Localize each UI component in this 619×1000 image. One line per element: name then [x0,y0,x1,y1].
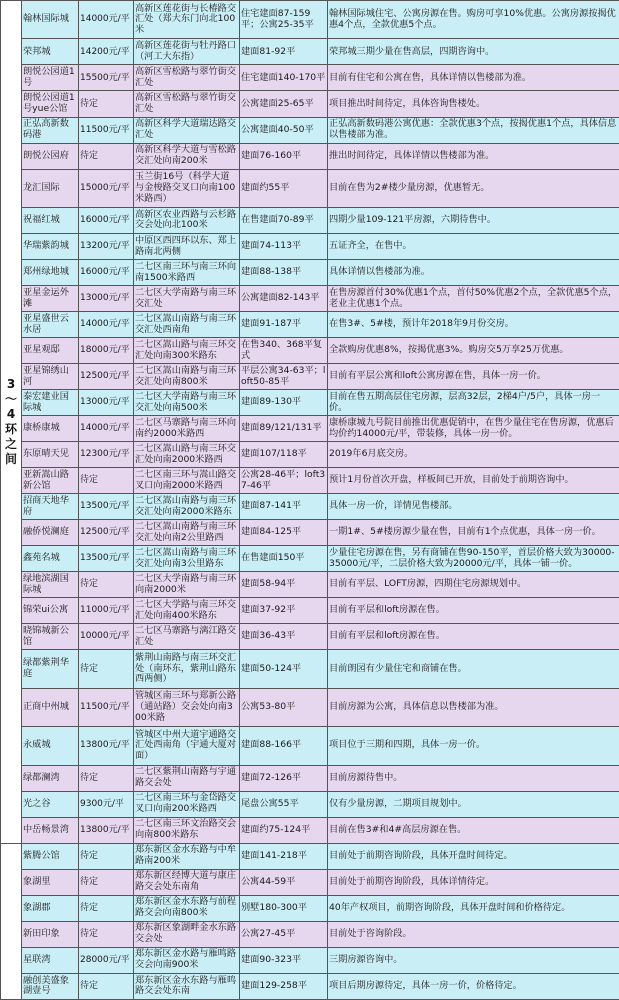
product-cell: 建面37-92平 [240,598,328,624]
project-name-cell: 星联湾 [22,947,79,973]
price-cell: 待定 [79,765,134,791]
project-name-cell: 锦荣ui公寓 [22,598,79,624]
price-cell: 待定 [79,143,134,169]
status-cell: 目前处于咨询阶段。 [328,921,619,947]
project-name-cell: 象湖郡 [22,895,79,921]
project-name-cell: 郑州绿地城 [22,260,79,286]
price-cell: 13800元/平 [79,817,134,843]
product-cell: 建面74-113平 [240,234,328,260]
table-row [1,207,619,233]
product-cell: 尾盘公寓55平 [240,791,328,817]
price-cell: 15000元/平 [79,169,134,207]
table-row [1,791,619,817]
location-cell: 二七区嵩山路与南三环交汇处向南300米路东 [134,338,240,364]
location-cell: 高新区雪松路与翠竹街交汇处 [134,91,240,117]
status-cell: 三期房源咨询中。 [328,947,619,973]
project-name-cell: 康桥康城 [22,416,79,442]
status-cell: 40年产权项目，前期咨询阶段，具体开盘时间和价格待定。 [328,895,619,921]
status-cell: 目前在售为2#楼少量房源，优惠暂无。 [328,169,619,207]
price-cell: 16000元/平 [79,260,134,286]
project-name-cell: 新田印象 [22,921,79,947]
price-cell: 待定 [79,843,134,869]
location-cell: 二七区嵩山南路与南三环交汇处向南2公里路西 [134,520,240,546]
table-row [1,468,619,494]
table-row [1,416,619,442]
price-cell: 待定 [79,895,134,921]
location-cell: 二七区南三环与金岱路交叉口向南200米路西 [134,791,240,817]
location-cell: 二七区大学南路与南三环交汇处向南500米 [134,390,240,416]
product-cell: 住宅建面87-159平；公寓25-35平 [240,1,328,39]
status-cell: 预计1月份首次开盘，样板间已开放，目前处于前期咨询中。 [328,468,619,494]
price-cell: 16000元/平 [79,207,134,233]
status-cell: 目前处于前期咨询阶段，具体开盘时间待定。 [328,843,619,869]
location-cell: 二七区南三环与嵩山路交叉口向南2000米路西 [134,468,240,494]
status-cell: 项目推出时间待定，具体咨询售楼处。 [328,91,619,117]
project-name-cell: 绿都紫荆华庭 [22,650,79,688]
table-row [1,650,619,688]
location-cell: 郑东新区金水东路与中牟路南200米 [134,843,240,869]
product-cell: 建面107/118平 [240,442,328,468]
table-row [1,520,619,546]
product-cell: 建面84-125平 [240,520,328,546]
location-cell: 高新区莲花街与长椿路交汇处（郑大东门向北100米 [134,1,240,39]
price-cell: 12500元/平 [79,364,134,390]
price-cell: 12300元/平 [79,442,134,468]
location-cell: 二七区大学路与南三环交汇处向南400米路东 [134,598,240,624]
status-cell: 具体一房一价，详情见售楼部。 [328,494,619,520]
location-cell: 高新区莲花街与牡丹路口（河工大东指） [134,39,240,65]
project-name-cell: 亚新嵩山路新公馆 [22,468,79,494]
status-cell: 五证齐全，在售中。 [328,234,619,260]
product-cell: 建面90-323平 [240,947,328,973]
location-cell: 二七区嵩山南路与南三环交汇处向南800米 [134,364,240,390]
table-row [1,260,619,286]
location-cell: 郑东新区金水东路与前程路交会向南800米 [134,895,240,921]
project-name-cell: 翰林国际城 [22,1,79,39]
product-cell: 建面89-130平 [240,390,328,416]
price-cell: 13500元/平 [79,494,134,520]
status-cell: 项目后期房源待定，具体一房一价，价格待定。 [328,973,619,999]
status-cell: 目前在售五期高层住宅房源，层高32层，2梯4户/5户，具体一房一价。 [328,390,619,416]
price-cell: 13500元/平 [79,546,134,572]
location-cell: 管城区南三环与郑新公路（通站路）交会处向南300米路 [134,688,240,726]
price-cell: 11500元/平 [79,688,134,726]
project-name-cell: 东原晴天见 [22,442,79,468]
price-cell: 11500元/平 [79,117,134,143]
location-cell: 二七区嵩山南路与南三环交汇处向南2000米路东 [134,494,240,520]
price-cell: 14000元/平 [79,312,134,338]
project-name-cell: 泰宏建业国际城 [22,390,79,416]
price-cell: 14000元/平 [79,416,134,442]
table-row [1,546,619,572]
table-row [1,727,619,765]
product-cell: 建面58-94平 [240,572,328,598]
price-cell: 待定 [79,650,134,688]
location-cell: 郑东新区金水路与雁鸣路交会向南900米 [134,947,240,973]
product-cell: 建面88-138平 [240,260,328,286]
price-cell: 13000元/平 [79,286,134,312]
status-cell: 推出时间待定，具体详情以售楼部为准。 [328,143,619,169]
project-name-cell: 融侨悦澜庭 [22,520,79,546]
table-row [1,338,619,364]
location-cell: 二七区南三环与南三环向南1500米路西 [134,260,240,286]
product-cell: 平层公寓34-63平；loft50-85平 [240,364,328,390]
status-cell: 在售房源首付30%优惠1个点，首付50%优惠2个点，全款优惠5个点，老业主优惠1个点。 [328,286,619,312]
project-name-cell: 绿地滨湖国际城 [22,572,79,598]
status-cell: 目前有平层公寓和loft公寓房源在售，具体一房一价。 [328,364,619,390]
status-cell: 项目位于三期和四期，具体一房一价。 [328,727,619,765]
status-cell: 一期1#、5#楼房源少量在售，目前有1个点优惠，具体一房一价。 [328,520,619,546]
location-cell: 二七区嵩山南路与南三环交汇处西南角 [134,312,240,338]
status-cell: 四期少量109-121平房源，六期待售中。 [328,207,619,233]
price-cell: 13200元/平 [79,234,134,260]
product-cell: 建面约55平 [240,169,328,207]
product-cell: 在售建面70-89平 [240,207,328,233]
project-name-cell: 华瑞紫韵城 [22,234,79,260]
price-cell: 待定 [79,91,134,117]
table-row [1,1,619,39]
location-cell: 二七区嵩山路与南三环交汇处向南2000米路西 [134,442,240,468]
location-cell: 郑东新区象湖畔金水东路交会处 [134,921,240,947]
product-cell: 公寓27-45平 [240,921,328,947]
status-cell: 仅有少量房源，二期项目规划中。 [328,791,619,817]
price-cell: 待定 [79,572,134,598]
status-cell: 目前有平层、LOFT房源，四期住宅房源规划中。 [328,572,619,598]
product-cell: 公寓建面40-50平 [240,117,328,143]
product-cell: 公寓44-59平 [240,869,328,895]
price-cell: 待定 [79,869,134,895]
status-cell: 目前有平层和loft房源在售。 [328,624,619,650]
price-cell: 9300元/平 [79,791,134,817]
location-cell: 玉兰街16号（科学大道与金梭路交叉口向南100米路西） [134,169,240,207]
project-name-cell: 光之谷 [22,791,79,817]
product-cell: 建面81-92平 [240,39,328,65]
status-cell: 全款购房优惠8%，按揭优惠3%。购房交5万享25万优惠。 [328,338,619,364]
project-name-cell: 正弘高新数码港 [22,117,79,143]
price-cell: 待定 [79,468,134,494]
product-cell: 建面129-258平 [240,973,328,999]
project-name-cell: 朗悦公园府 [22,143,79,169]
project-name-cell: 绿都澜湾 [22,765,79,791]
table-row [1,895,619,921]
product-cell: 建面36-43平 [240,624,328,650]
table-row [1,117,619,143]
location-cell: 高新区科学大道与雪松路交汇处向南200米 [134,143,240,169]
product-cell: 建面91-187平 [240,312,328,338]
table-row [1,234,619,260]
project-name-cell: 晓锦城新公馆 [22,624,79,650]
table-row [1,390,619,416]
status-cell: 目前房源待售中。 [328,765,619,791]
table-row [1,169,619,207]
project-name-cell: 招商天地华府 [22,494,79,520]
table-row [1,494,619,520]
price-cell: 14000元/平 [79,1,134,39]
location-cell: 高新区农业西路与云杉路交会处向北100米 [134,207,240,233]
status-cell: 正弘高新数码港公寓优惠：全款优惠3个点，按揭优惠1个点，具体信息以售楼部为准。 [328,117,619,143]
status-cell: 目前有住宅和公寓在售，具体详情以售楼部为准。 [328,65,619,91]
table-row [1,286,619,312]
status-cell: 目前房源为公寓，具体信息以售楼部为准。 [328,688,619,726]
product-cell: 公寓建面82-143平 [240,286,328,312]
product-cell: 建面50-124平 [240,650,328,688]
location-cell: 二七区马寨路与漓江路交汇处 [134,624,240,650]
table-row [1,39,619,65]
product-cell: 建面89/121/131平 [240,416,328,442]
region-label [1,843,22,999]
location-cell: 二七区大学南路与南三环交汇处 [134,286,240,312]
status-cell: 在售3#、5#楼，预计年2018年9月份交房。 [328,312,619,338]
table-row [1,947,619,973]
product-cell: 公寓建面25-65平 [240,91,328,117]
product-cell: 公寓53-80平 [240,688,328,726]
product-cell: 建面76-160平 [240,143,328,169]
table-row [1,688,619,726]
project-name-cell: 正商中州城 [22,688,79,726]
table-row [1,364,619,390]
product-cell: 建面约75-124平 [240,817,328,843]
price-cell: 13800元/平 [79,727,134,765]
product-cell: 公寓28-46平；loft37-46平 [240,468,328,494]
product-cell: 建面141-218平 [240,843,328,869]
project-name-cell: 永威城 [22,727,79,765]
table-row [1,843,619,869]
location-cell: 二七区南三环文治路交会向南800米路东 [134,817,240,843]
project-name-cell: 朗悦公园道1号 [22,65,79,91]
status-cell: 翰林国际城住宅、公寓房源在售。购房可享10%优惠。公寓房源按揭优惠4个点，全款优惠5个点。 [328,1,619,39]
region-label: 3～4环之间 [1,1,22,844]
project-name-cell: 亚星观邸 [22,338,79,364]
product-cell: 在售340、368平复式 [240,338,328,364]
product-cell: 别墅180-300平 [240,895,328,921]
status-cell: 2019年6月底交房。 [328,442,619,468]
price-cell: 13000元/平 [79,390,134,416]
price-cell: 28000元/平 [79,947,134,973]
location-cell: 二七区大学南路与南三环向南2000米 [134,572,240,598]
table-row [1,973,619,999]
price-cell: 15500元/平 [79,65,134,91]
table-row [1,442,619,468]
project-name-cell: 象湖里 [22,869,79,895]
project-name-cell: 朗悦公园道1号yue公馆 [22,91,79,117]
table-row [1,765,619,791]
location-cell: 高新区雪松路与翠竹街交汇处 [134,65,240,91]
location-cell: 二七区紫荆山南路与宇通路交会处 [134,765,240,791]
table-row [1,921,619,947]
price-cell: 待定 [79,921,134,947]
project-name-cell: 鑫苑名城 [22,546,79,572]
location-cell: 管城区中州大道宇通路交汇处西南角（宇通大厦对面） [134,727,240,765]
project-name-cell: 融创美盛象湖壹号 [22,973,79,999]
product-cell: 住宅建面140-170平 [240,65,328,91]
product-cell: 在售建面150平 [240,546,328,572]
status-cell: 荣邦城三期少量在售高层，四期咨询中。 [328,39,619,65]
status-cell: 目前有平层和loft房源在售。 [328,598,619,624]
table-row [1,817,619,843]
status-cell: 目前朗园有少量住宅和商铺在售。 [328,650,619,688]
status-cell: 少量住宅房源在售，另有商铺在售90-150平，首层价格大致为30000-35000元/平，二层价格大致为20000元/平，具体一铺一价。 [328,546,619,572]
location-cell: 郑东新区金水东路与雁鸣路交会处东南 [134,973,240,999]
status-cell: 目前处于前期咨询阶段，具体详情待定。 [328,869,619,895]
project-name-cell: 亚星锦绣山河 [22,364,79,390]
status-cell: 康桥康城九号院目前推出优惠促销中，在售少量住宅在售房源，优惠后均价约14000元/平，带装修，具体一房一价。 [328,416,619,442]
table-row [1,312,619,338]
project-name-cell: 祝福红城 [22,207,79,233]
price-cell: 12500元/平 [79,520,134,546]
price-cell: 14200元/平 [79,39,134,65]
price-cell: 10000元/平 [79,624,134,650]
status-cell: 目前在售3#和4#高层房源在售。 [328,817,619,843]
table-row [1,91,619,117]
project-name-cell: 紫腾公馆 [22,843,79,869]
status-cell: 具体详情以售楼部为准。 [328,260,619,286]
table-row [1,598,619,624]
table-row [1,143,619,169]
table-row [1,572,619,598]
project-name-cell: 中岳畅景湾 [22,817,79,843]
project-name-cell: 龙汇国际 [22,169,79,207]
project-name-cell: 荣邦城 [22,39,79,65]
table-row [1,65,619,91]
location-cell: 高新区科学大道瑞达路交汇处 [134,117,240,143]
price-cell: 待定 [79,973,134,999]
location-cell: 中原区西四环以东、郑上路南北两侧 [134,234,240,260]
price-cell: 11000元/平 [79,598,134,624]
price-cell: 18000元/平 [79,338,134,364]
product-cell: 建面87-141平 [240,494,328,520]
project-name-cell: 亚星金运外滩 [22,286,79,312]
location-cell: 郑东新区经博大道与康庄路交会处东南角 [134,869,240,895]
product-cell: 建面72-126平 [240,765,328,791]
product-cell: 建面88-166平 [240,727,328,765]
table-row [1,624,619,650]
location-cell: 紫荆山南路与南三环交汇处（南环东，紫荆山路东西两侧） [134,650,240,688]
location-cell: 二七区嵩山南路与南三环交汇处向南3公里路东 [134,546,240,572]
project-name-cell: 亚星盛世云水居 [22,312,79,338]
location-cell: 二七区马寨路与南三环向南约2000米路西 [134,416,240,442]
table-row [1,869,619,895]
